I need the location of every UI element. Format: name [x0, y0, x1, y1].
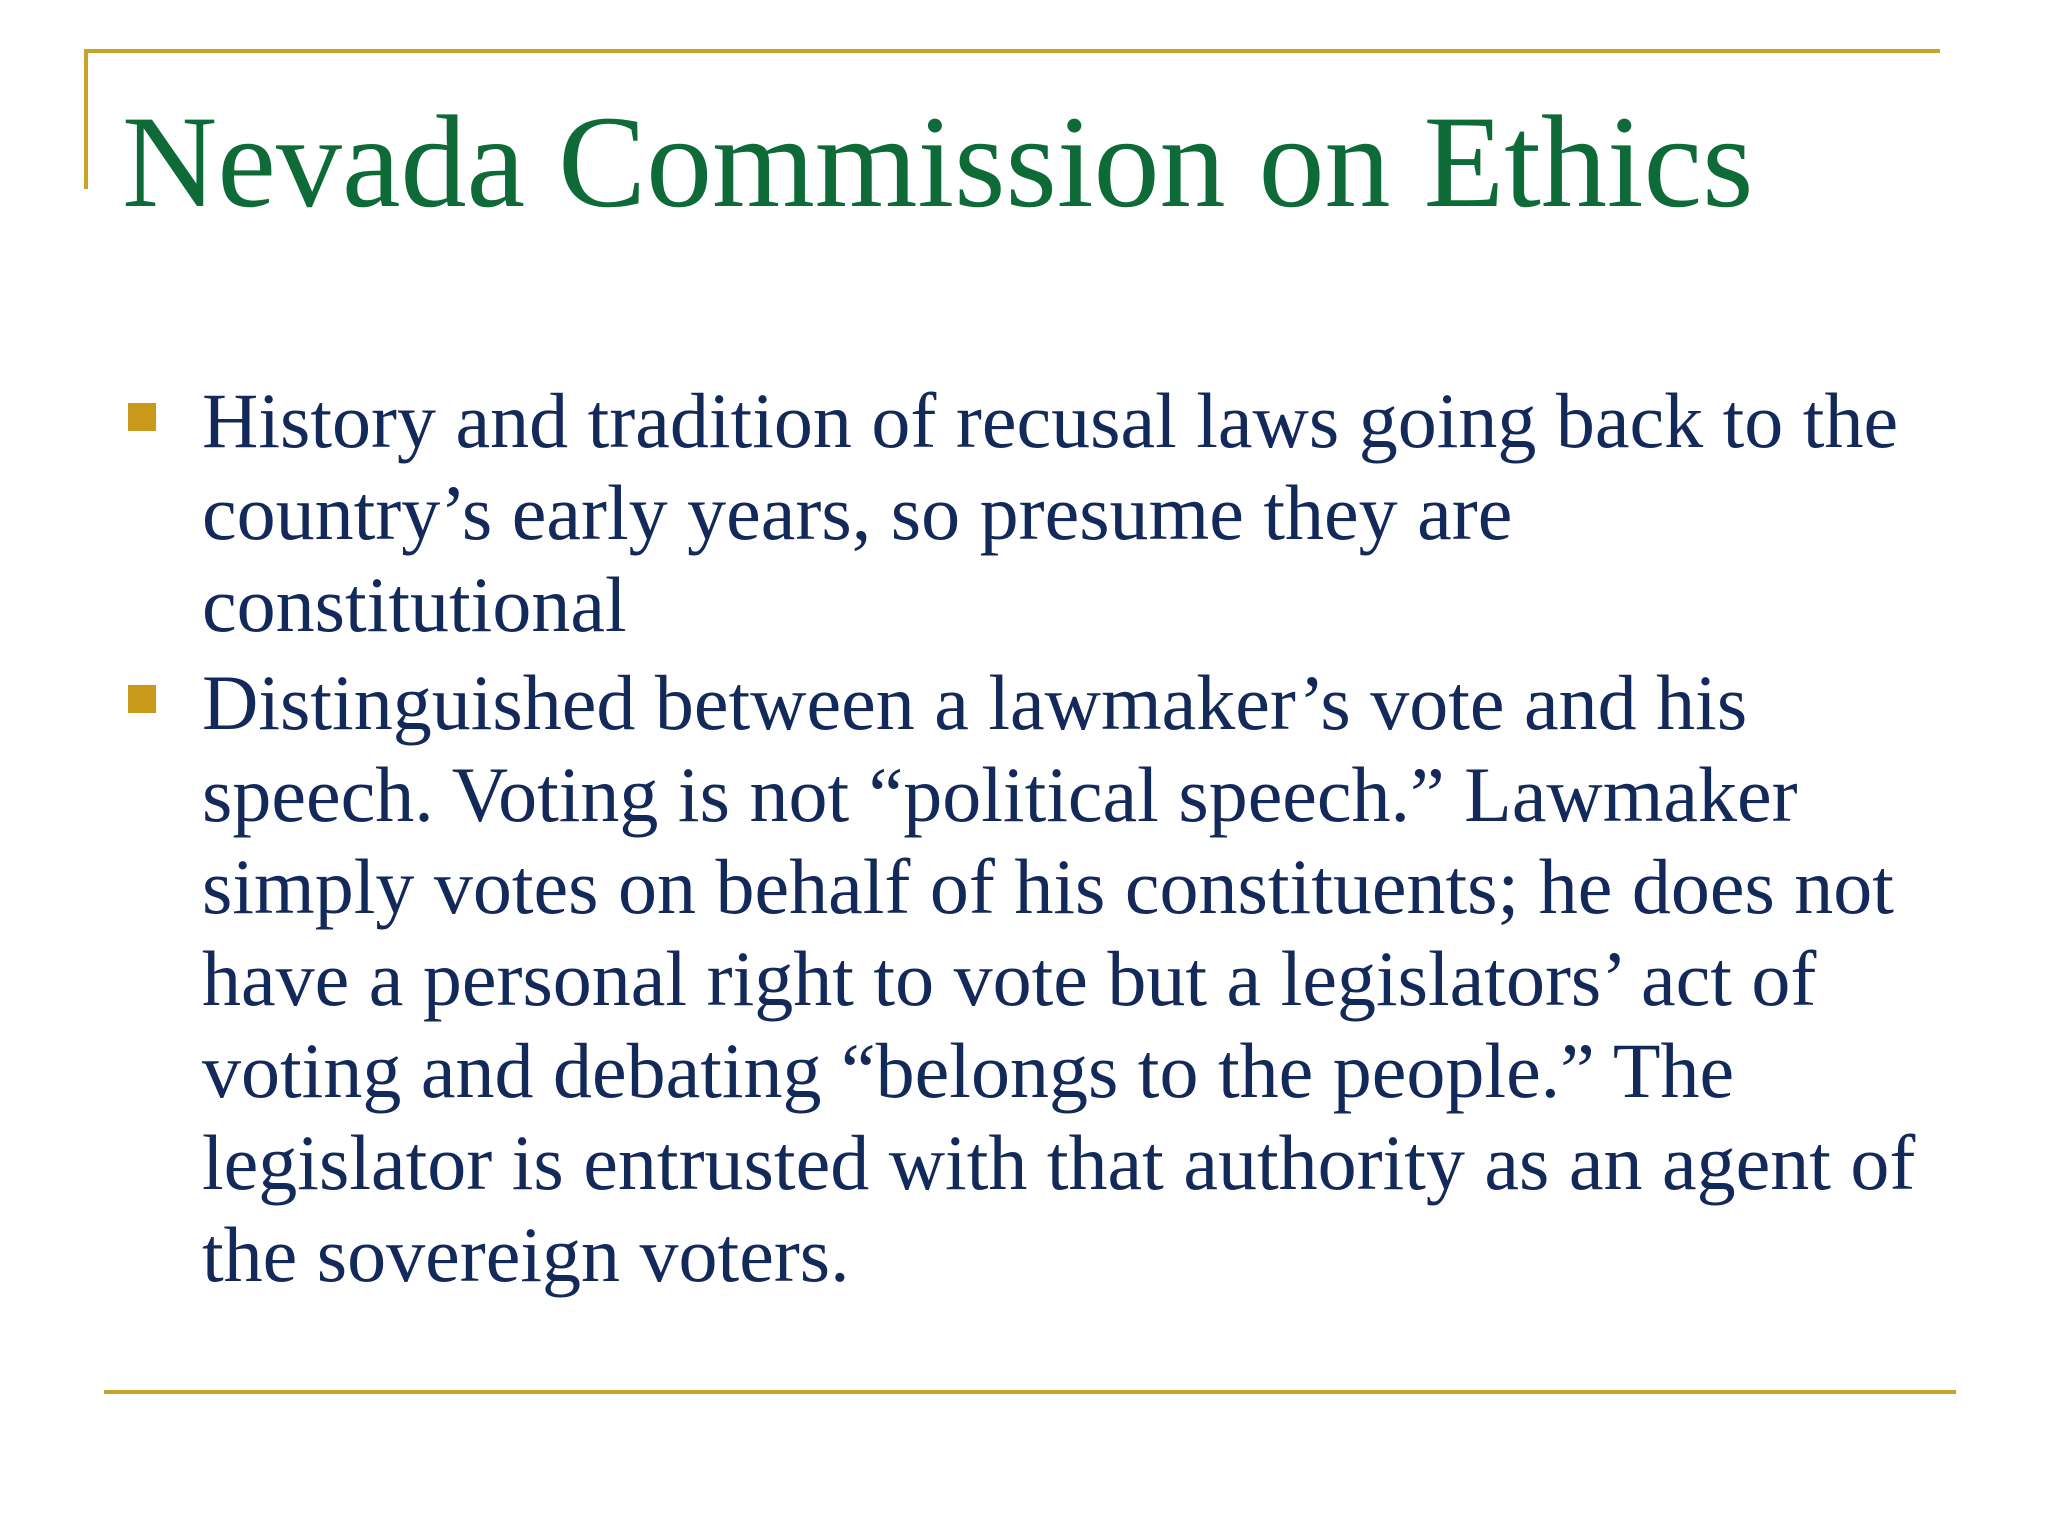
bullet-item	[128, 657, 1928, 1301]
bullet-text: Distinguished between a lawmaker’s vote and his speech. Voting is not “political speech.” Lawmaker simply votes on behalf of his constituents; he does not have a personal right to vote but a legislators’ act of voting and debating “belongs to the people.” The legislator is entrusted with that authority as an agent of the sovereign voters.	[202, 659, 1916, 1298]
bullet-list	[128, 375, 1928, 1307]
square-bullet-icon	[128, 685, 156, 713]
square-bullet-icon	[128, 403, 156, 431]
top-accent-line	[84, 49, 1940, 53]
bullet-text: History and tradition of recusal laws going back to the country’s early years, so presume they are constitutional	[202, 377, 1899, 648]
slide-title: Nevada Commission on Ethics	[122, 88, 1754, 235]
bullet-item	[128, 375, 1928, 651]
bottom-accent-line	[104, 1390, 1956, 1394]
left-accent-line	[84, 49, 88, 189]
